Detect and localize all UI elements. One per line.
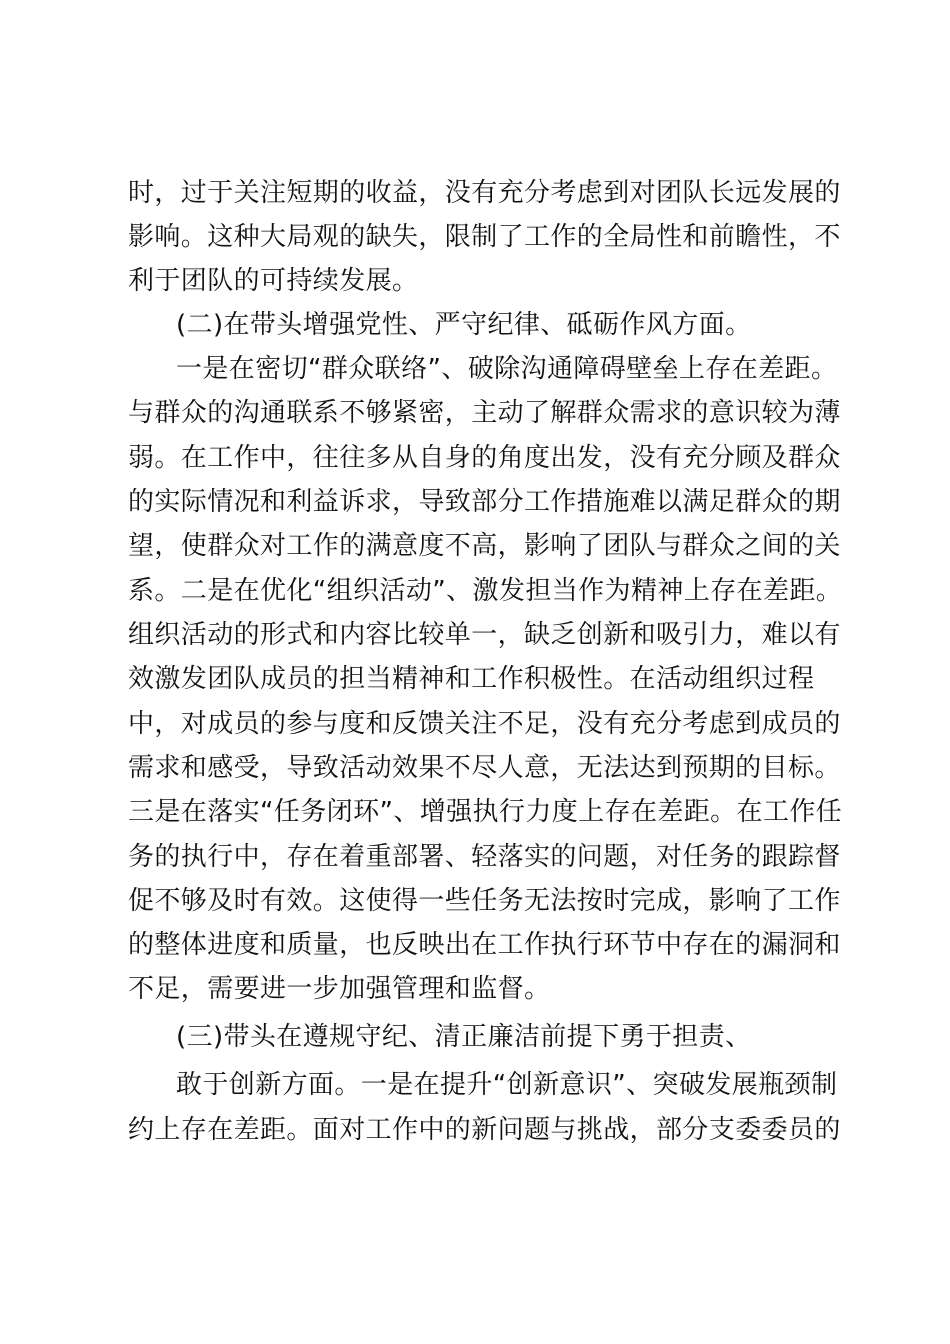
text-line: 望，使群众对工作的满意度不高，影响了团队与群众之间的关 <box>128 531 841 561</box>
text-line: 组织活动的形式和内容比较单一，缺乏创新和吸引力，难以有 <box>128 620 841 650</box>
text-line: 时，过于关注短期的收益，没有充分考虑到对团队长远发展的 <box>128 178 841 208</box>
text-line: 的整体进度和质量，也反映出在工作执行环节中存在的漏洞和 <box>128 930 841 960</box>
text-line: 需求和感受，导致活动效果不尽人意，无法达到预期的目标。 <box>128 753 841 783</box>
text-line: 中，对成员的参与度和反馈关注不足，没有充分考虑到成员的 <box>128 709 841 739</box>
text-line: 系。二是在优化“组织活动”、激发担当作为精神上存在差距。 <box>128 576 843 606</box>
text-line: 效激发团队成员的担当精神和工作积极性。在活动组织过程 <box>128 664 815 694</box>
text-line: 与群众的沟通联系不够紧密，主动了解群众需求的意识较为薄 <box>128 398 841 428</box>
text-line: 一是在密切“群众联络”、破除沟通障碍壁垒上存在差距。 <box>176 354 838 384</box>
section-heading: (三)带头在遵规守纪、清正廉洁前提下勇于担责、 <box>176 1022 752 1052</box>
text-line: 不足，需要进一步加强管理和监督。 <box>128 974 551 1004</box>
section-heading: (二)在带头增强党性、严守纪律、砥砺作风方面。 <box>176 310 752 340</box>
text-line: 务的执行中，存在着重部署、轻落实的问题，对任务的跟踪督 <box>128 842 841 872</box>
text-line: 影响。这种大局观的缺失，限制了工作的全局性和前瞻性，不 <box>128 222 841 252</box>
text-line: 利于团队的可持续发展。 <box>128 266 419 296</box>
text-line: 约上存在差距。面对工作中的新问题与挑战，部分支委委员的 <box>128 1115 841 1145</box>
text-line: 的实际情况和利益诉求，导致部分工作措施难以满足群众的期 <box>128 487 841 517</box>
text-line: 促不够及时有效。这使得一些任务无法按时完成，影响了工作 <box>128 886 841 916</box>
text-line: 弱。在工作中，往往多从自身的角度出发，没有充分顾及群众 <box>128 443 841 473</box>
text-line: 敢于创新方面。一是在提升“创新意识”、突破发展瓶颈制 <box>176 1070 838 1100</box>
text-line: 三是在落实“任务闭环”、增强执行力度上存在差距。在工作任 <box>128 797 843 827</box>
